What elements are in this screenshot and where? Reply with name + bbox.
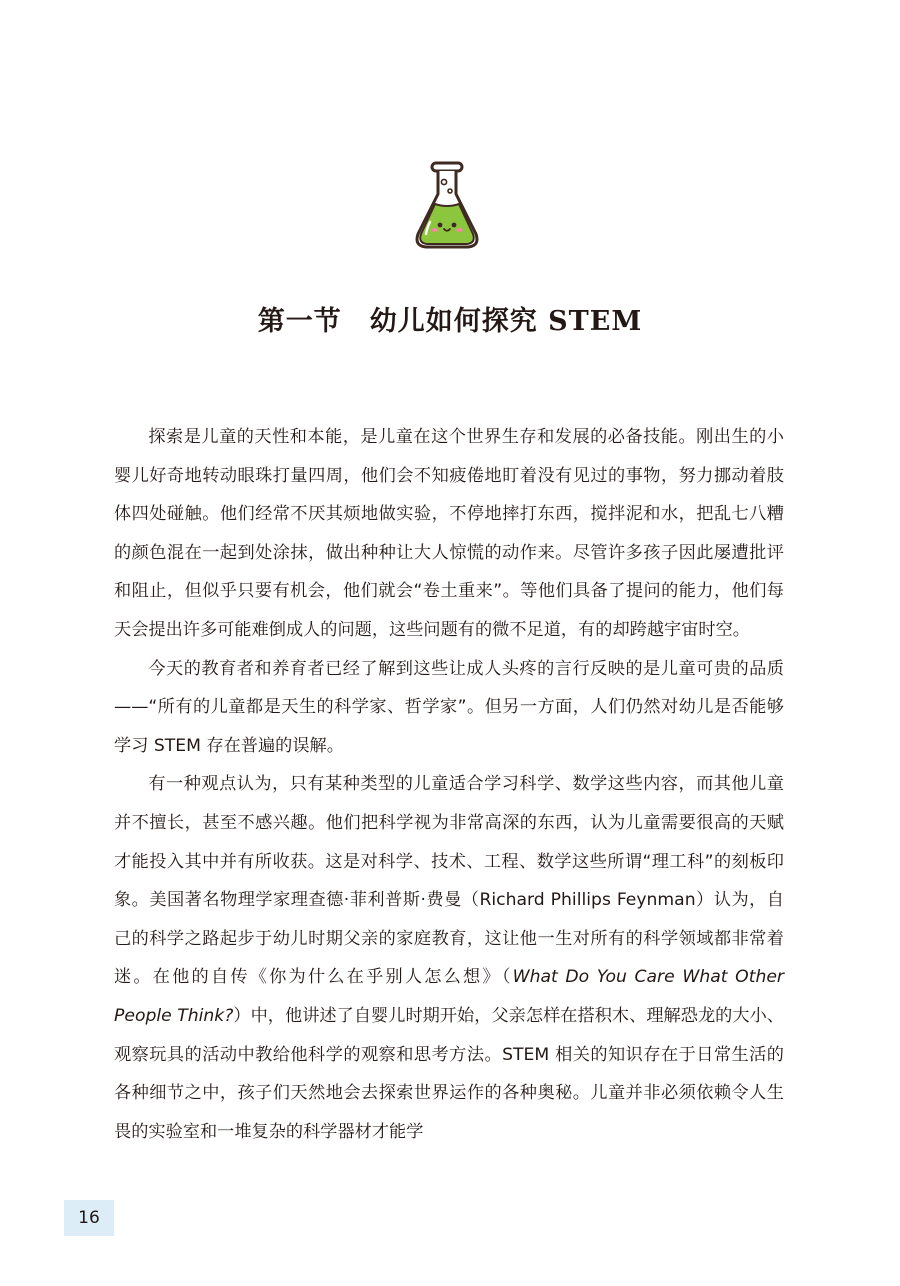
- paragraph-2: 今天的教育者和养育者已经了解到这些让成人头疼的言行反映的是儿童可贵的品质——“所有的儿童都是天生的科学家、哲学家”。但另一方面，人们仍然对幼儿是否能够学习 STEM 存在普遍的误解。: [114, 658, 784, 756]
- paragraph-3-text-start: 有一种观点认为，只有某种类型的儿童适合学习科学、数学这些内容，而其他儿童并不擅长，甚至不感兴趣。他们把科学视为非常高深的东西，认为儿童需要很高的天赋才能投入其中并有所收获。这是对科学、技术、工程、数学这些所谓“理工科”的刻板印象。美国著名物理学家理查德·菲利普斯·费曼（Richard Phillips Feynman）认为，自己的科学之路起步于幼儿时期父亲的家庭教育，这让他一生对所有的科学领域都非常着迷。在他的自传《你为什么在乎别人怎么想》（: [114, 774, 784, 988]
- page-number: 16: [64, 1200, 114, 1236]
- body-text: [114, 418, 784, 1151]
- paragraph-1: 探索是儿童的天性和本能，是儿童在这个世界生存和发展的必备技能。刚出生的小婴儿好奇地转动眼珠打量四周，他们会不知疲倦地盯着没有见过的事物，努力挪动着肢体四处碰触。他们经常不厌其烦地做实验，不停地摔打东西，搅拌泥和水，把乱七八糟的颜色混在一起到处涂抹，做出种种让大人惊慌的动作来。尽管许多孩子因此屡遭批评和阻止，但似乎只要有机会，他们就会“卷土重来”。等他们具备了提问的能力，他们每天会提出许多可能难倒成人的问题，这些问题有的微不足道，有的却跨越宇宙时空。: [114, 427, 784, 640]
- paragraph-3-text-end: ）中，他讲述了自婴儿时期开始，父亲怎样在搭积木、理解恐龙的大小、观察玩具的活动中教给他科学的观察和思考方法。STEM 相关的知识存在于日常生活的各种细节之中，孩子们天然地会去探索世界运作的各种奥秘。儿童并非必须依赖令人生畏的实验室和一堆复杂的科学器材才能学: [114, 1005, 784, 1142]
- book-title-english: What Do You Care What Other People Think?: [114, 967, 784, 1026]
- section-title: 第一节 幼儿如何探究 STEM: [257, 306, 643, 337]
- smiling-flask-icon: [411, 160, 483, 252]
- paragraph-3: [114, 765, 784, 1151]
